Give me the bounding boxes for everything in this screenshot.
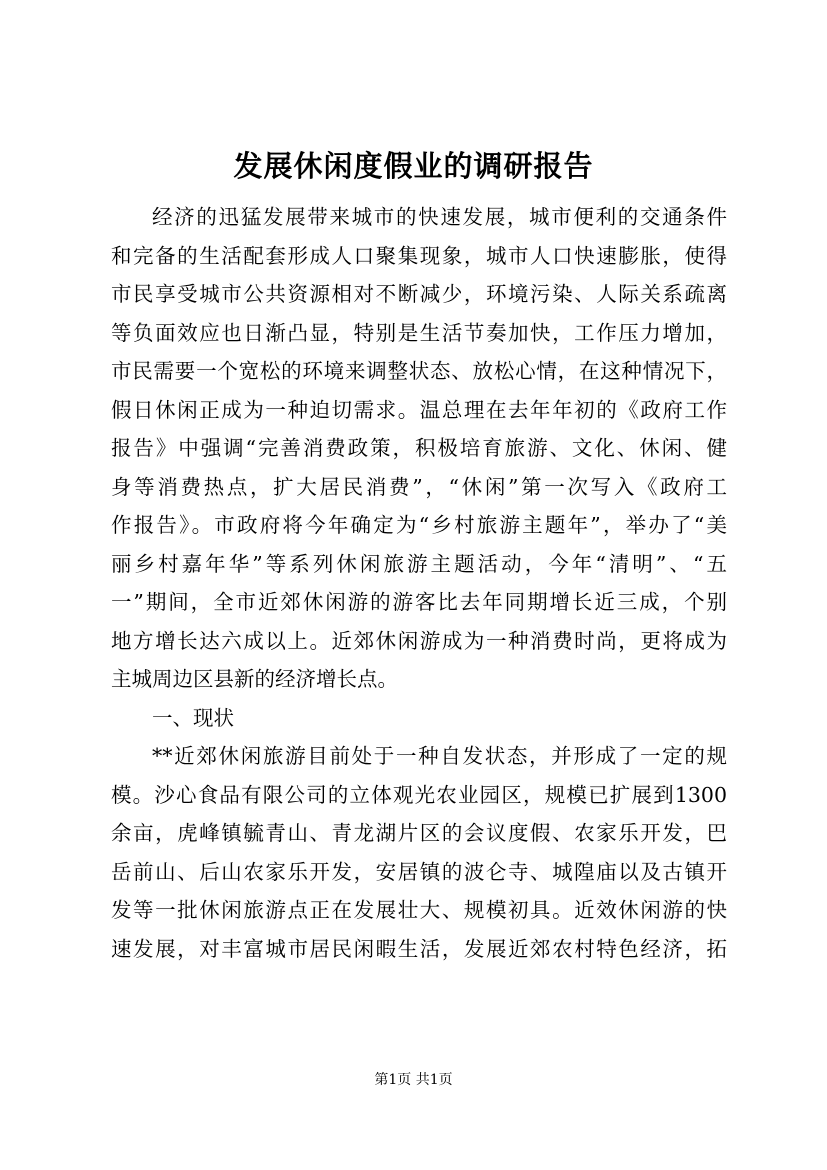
page-footer: 第1页 共1页 <box>374 1072 453 1088</box>
section-heading: 一、现状 <box>152 705 234 730</box>
document-title: 发展休闲度假业的调研报告 <box>233 149 594 183</box>
paragraph-line: 身等消费热点，扩大居民消费”，“休闲”第一次写入《政府工 <box>111 474 727 499</box>
paragraph-line: 经济的迅猛发展带来城市的快速发展，城市便利的交通条件 <box>152 205 727 229</box>
paragraph-line: 假日休闲正成为一种迫切需求。温总理在去年年初的《政府工作 <box>111 397 727 422</box>
paragraph-line: 一”期间，全市近郊休闲游的游客比去年同期增长近三成，个别 <box>111 590 727 614</box>
paragraph-line: 作报告》。市政府将今年确定为“乡村旅游主题年”，举办了“美 <box>111 513 727 537</box>
paragraph-line: **近郊休闲旅游目前处于一种自发状态，并形成了一定的规 <box>152 744 727 768</box>
paragraph-line: 发等一批休闲旅游点正在发展壮大、规模初具。近效休闲游的快 <box>111 898 727 922</box>
paragraph-line: 速发展，对丰富城市居民闲暇生活，发展近郊农村特色经济，拓 <box>111 936 727 961</box>
paragraph-line: 模。沙心食品有限公司的立体观光农业园区，规模已扩展到1300 <box>111 782 727 807</box>
paragraph-line: 和完备的生活配套形成人口聚集现象，城市人口快速膨胀，使得 <box>111 243 727 268</box>
paragraph-line: 主城周边区县新的经济增长点。 <box>111 667 398 691</box>
paragraph-line: 等负面效应也日渐凸显，特别是生活节奏加快，工作压力增加， <box>111 320 727 345</box>
paragraph-line: 丽乡村嘉年华”等系列休闲旅游主题活动，今年“清明”、“五 <box>111 551 727 576</box>
paragraph-line: 余亩，虎峰镇毓青山、青龙湖片区的会议度假、农家乐开发，巴 <box>111 821 727 845</box>
paragraph-line: 地方增长达六成以上。近郊休闲游成为一种消费时尚，更将成为 <box>111 628 727 653</box>
paragraph-line: 市民需要一个宽松的环境来调整状态、放松心情，在这种情况下， <box>111 359 727 383</box>
paragraph-line: 岳前山、后山农家乐开发，安居镇的波仑寺、城隍庙以及古镇开 <box>111 859 727 884</box>
document-body <box>111 198 727 968</box>
paragraph-line: 报告》中强调“完善消费政策，积极培育旅游、文化、休闲、健 <box>111 436 727 460</box>
paragraph-line: 市民享受城市公共资源相对不断减少，环境污染、人际关系疏离 <box>111 282 727 306</box>
